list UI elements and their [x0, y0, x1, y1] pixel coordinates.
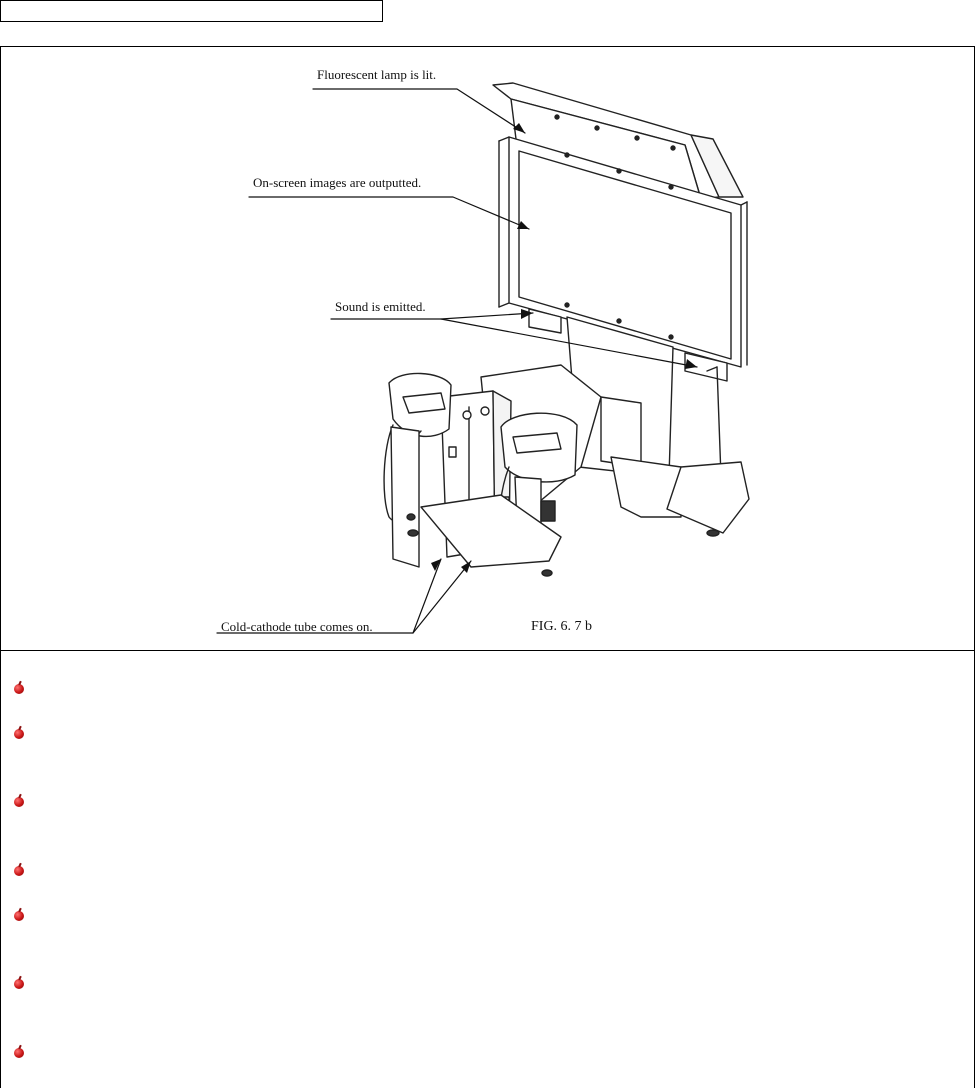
left-gun-station: [384, 373, 451, 567]
red-bullet-icon: [14, 729, 24, 739]
callout-fluorescent-lamp: Fluorescent lamp is lit.: [317, 67, 437, 82]
figure-caption: FIG. 6. 7 b: [531, 619, 593, 634]
header-empty-box: [0, 0, 383, 22]
callout-onscreen-images: On-screen images are outputted.: [253, 175, 422, 190]
figure-frame: [0, 46, 975, 651]
callout-cold-cathode: Cold-cathode tube comes on.: [221, 619, 373, 634]
red-bullet-icon: [14, 979, 24, 989]
right-base: [611, 457, 749, 536]
red-bullet-icon: [14, 1048, 24, 1058]
callout-sound: Sound is emitted.: [335, 299, 426, 314]
bullet-list-panel: [0, 650, 975, 1088]
red-bullet-icon: [14, 866, 24, 876]
red-bullet-icon: [14, 911, 24, 921]
arcade-cabinet-drawing: [1, 47, 974, 650]
red-bullet-icon: [14, 684, 24, 694]
red-bullet-icon: [14, 797, 24, 807]
